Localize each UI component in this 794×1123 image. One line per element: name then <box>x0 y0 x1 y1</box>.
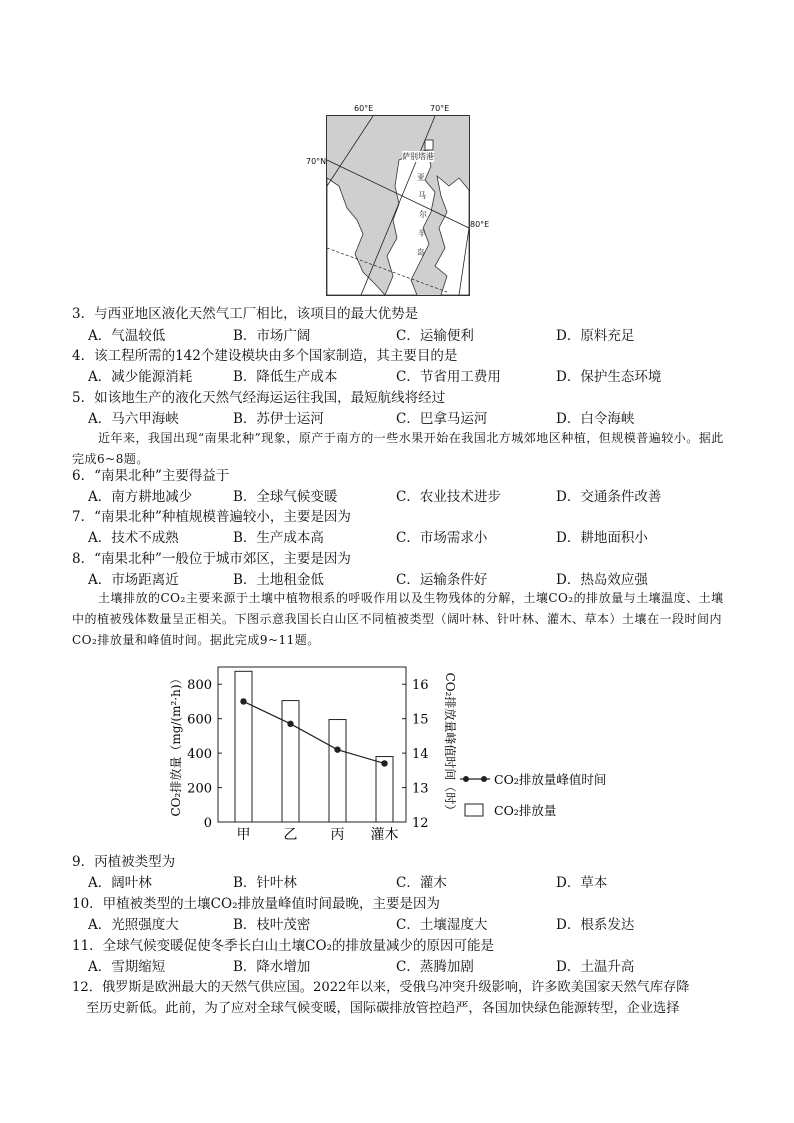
yamal-map <box>326 115 470 296</box>
map-drawing <box>327 116 469 295</box>
question-5: 5．如该地生产的液化天然气经海运运往我国，最短航线将经过 <box>72 390 446 406</box>
option-10d[interactable]: D．根系发达 <box>556 917 635 933</box>
bar-丙 <box>329 720 346 822</box>
option-6b[interactable]: B．全球气候变暖 <box>233 489 338 505</box>
peak-time-point-甲 <box>240 698 246 704</box>
label-peninsula-3: 尔 <box>419 210 427 219</box>
options-10 <box>88 916 768 934</box>
x-tick-label: 丙 <box>330 827 345 843</box>
option-7d[interactable]: D．耕地面积小 <box>556 530 648 546</box>
option-8a[interactable]: A．市场距离近 <box>88 572 179 588</box>
question-4: 4．该工程所需的142个建设模块由多个国家制造，其主要目的是 <box>72 348 458 364</box>
options-8 <box>88 571 768 589</box>
question-3: 3．与西亚地区液化天然气工厂相比，该项目的最大优势是 <box>72 306 419 322</box>
x-tick-label: 甲 <box>236 827 251 843</box>
peak-time-point-乙 <box>287 721 293 727</box>
option-4b[interactable]: B．降低生产成本 <box>233 369 338 385</box>
question-11: 11．全球气候变暖促使冬季长白山土壤CO₂的排放量减少的原因可能是 <box>72 938 494 954</box>
legend-bar-label: CO₂排放量 <box>494 803 557 818</box>
peak-time-line <box>244 701 385 763</box>
option-10a[interactable]: A．光照强度大 <box>88 917 179 933</box>
land-peninsula <box>385 150 435 295</box>
option-5a[interactable]: A．马六甲海峡 <box>88 411 179 427</box>
option-6d[interactable]: D．交通条件改善 <box>556 489 662 505</box>
right-tick-label: 16 <box>412 678 429 694</box>
left-axis-title: CO₂排放量（mg/(m²·h)） <box>169 672 183 817</box>
option-6a[interactable]: A．南方耕地减少 <box>88 489 193 505</box>
legend-line-dot <box>481 776 487 782</box>
options-9 <box>88 874 768 892</box>
option-11b[interactable]: B．降水增加 <box>233 959 311 975</box>
peak-time-point-丙 <box>334 746 340 752</box>
right-tick-label: 13 <box>412 781 429 797</box>
label-60e: 60°E <box>354 104 374 113</box>
right-tick-label: 14 <box>412 747 429 763</box>
legend-line-dot <box>463 776 469 782</box>
option-3a[interactable]: A．气温较低 <box>88 328 166 344</box>
option-11d[interactable]: D．土温升高 <box>556 959 635 975</box>
option-5d[interactable]: D．白令海峡 <box>556 411 635 427</box>
question-10: 10．甲植被类型的土壤CO₂排放量峰值时间最晚，主要是因为 <box>72 896 440 912</box>
option-7a[interactable]: A．技术不成熟 <box>88 530 179 546</box>
option-4d[interactable]: D．保护生态环境 <box>556 369 662 385</box>
label-70e: 70°E <box>430 104 450 113</box>
question-12-line2: 至历史新低。此前，为了应对全球气候变暖，国际碳排放管控趋严，各国加快绿色能源转型，企业选择 <box>86 1001 680 1016</box>
question-7: 7．“南果北种”种植规模普遍较小，主要是因为 <box>72 509 351 525</box>
peak-time-point-灌木 <box>381 760 387 766</box>
option-5b[interactable]: B．苏伊士运河 <box>233 411 324 427</box>
option-6c[interactable]: C．农业技术进步 <box>396 489 501 505</box>
label-peninsula-5: 岛 <box>417 248 425 257</box>
option-8d[interactable]: D．热岛效应强 <box>556 572 648 588</box>
option-7c[interactable]: C．市场需求小 <box>396 530 488 546</box>
legend-bar-swatch <box>465 804 483 816</box>
option-9c[interactable]: C．灌木 <box>396 875 447 891</box>
land-east <box>435 176 469 295</box>
option-10b[interactable]: B．枝叶茂密 <box>233 917 311 933</box>
question-6: 6．“南果北种”主要得益于 <box>72 468 230 484</box>
left-tick-label: 800 <box>187 678 212 694</box>
passage-soil-text: 土壤排放的CO₂主要来源于土壤中植物根系的呼吸作用以及生物残体的分解，土壤CO₂的排放量与土壤温度、土壤中的植被残体数量呈正相关。下图示意我国长白山区不同植被类型（阔叶林、针叶林、灌木、草本）土壤在一段时间内CO₂排放量和峰值时间。据此完成9~11题。 <box>72 591 724 647</box>
option-9a[interactable]: A．阔叶林 <box>88 875 152 891</box>
left-tick-label: 0 <box>203 816 212 831</box>
passage-fruit <box>72 428 732 470</box>
left-tick-label: 400 <box>187 747 212 763</box>
meridian-60e <box>327 116 373 186</box>
options-3 <box>88 327 768 345</box>
options-11 <box>88 958 768 976</box>
legend-line-label: CO₂排放量峰值时间 <box>494 772 607 787</box>
option-8b[interactable]: B．土地租金低 <box>233 572 324 588</box>
left-tick-label: 200 <box>187 781 212 797</box>
option-4a[interactable]: A．减少能源消耗 <box>88 369 193 385</box>
bar-甲 <box>235 671 252 822</box>
options-5 <box>88 410 768 428</box>
passage-soil <box>72 588 732 651</box>
option-3c[interactable]: C．运输便利 <box>396 328 474 344</box>
bar-乙 <box>282 701 299 822</box>
right-tick-label: 12 <box>412 816 429 831</box>
options-7 <box>88 529 768 547</box>
label-80e: 80°E <box>470 220 490 229</box>
option-3d[interactable]: D．原料充足 <box>556 328 635 344</box>
land-west <box>327 178 385 295</box>
co2-chart <box>160 655 630 855</box>
option-7b[interactable]: B．生产成本高 <box>233 530 324 546</box>
option-11a[interactable]: A．雪期缩短 <box>88 959 166 975</box>
question-12-line1: 12．俄罗斯是欧洲最大的天然气供应国。2022年以来，受俄乌冲突升级影响，许多欧美国家天然气库存降 <box>72 980 690 995</box>
left-tick-label: 600 <box>187 712 212 728</box>
options-6 <box>88 488 768 506</box>
option-10c[interactable]: C．土壤湿度大 <box>396 917 488 933</box>
label-peninsula-4: 半 <box>418 229 426 238</box>
option-9b[interactable]: B．针叶林 <box>233 875 297 891</box>
right-axis-title: CO₂排放量峰值时间（时） <box>443 672 457 817</box>
x-tick-label: 灌木 <box>370 827 399 843</box>
label-peninsula-1: 亚 <box>417 173 425 182</box>
option-11c[interactable]: C．蒸腾加剧 <box>396 959 474 975</box>
option-8c[interactable]: C．运输条件好 <box>396 572 488 588</box>
port-marker <box>425 140 433 150</box>
question-8: 8．“南果北种”一般位于城市郊区，主要是因为 <box>72 551 351 567</box>
options-4 <box>88 368 768 386</box>
label-port: 萨别塔港 <box>402 152 434 161</box>
label-peninsula-2: 马 <box>418 191 426 200</box>
x-tick-label: 乙 <box>283 827 298 843</box>
label-70n: 70°N <box>306 157 327 166</box>
passage-fruit-text: 近年来，我国出现“南果北种”现象，原产于南方的一些水果开始在我国北方城郊地区种植，但规模普遍较小。据此完成6~8题。 <box>72 431 724 466</box>
right-tick-label: 15 <box>412 712 429 728</box>
option-3b[interactable]: B．市场广阔 <box>233 328 311 344</box>
question-9: 9．丙植被类型为 <box>72 854 176 870</box>
option-4c[interactable]: C．节省用工费用 <box>396 369 501 385</box>
option-5c[interactable]: C．巴拿马运河 <box>396 411 488 427</box>
option-9d[interactable]: D．草本 <box>556 875 608 891</box>
